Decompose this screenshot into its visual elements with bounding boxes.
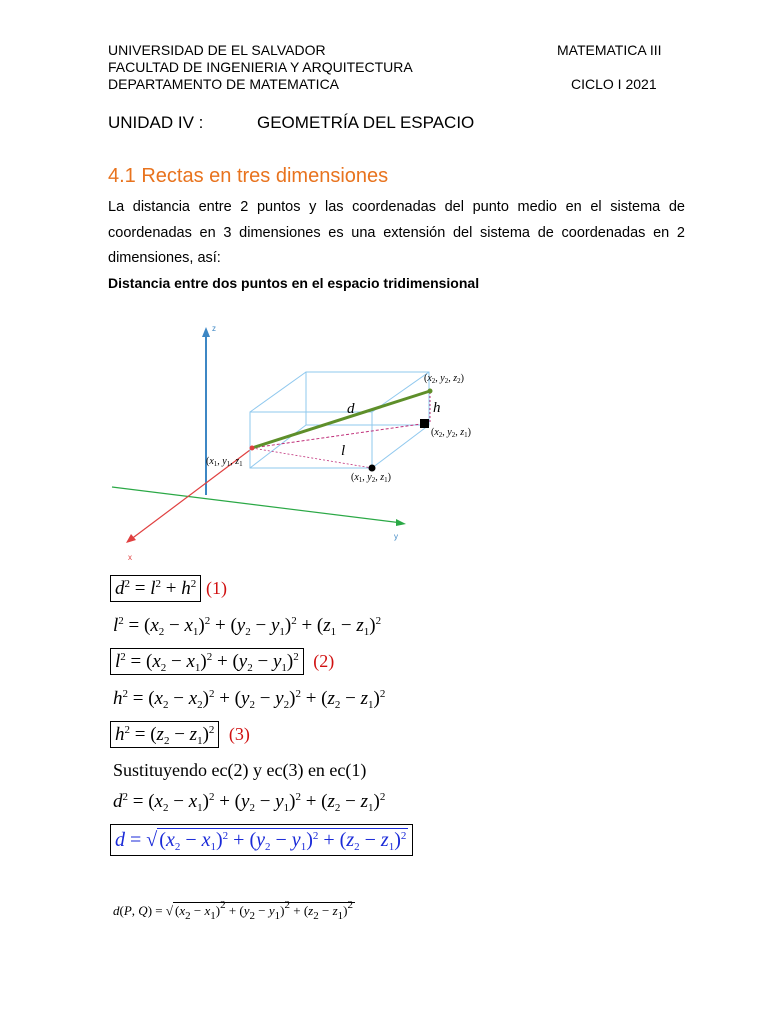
intro-paragraph: La distancia entre 2 puntos y las coordenadas del punto medio en el sistema de coordenadas en 3 dimensiones es una extensión del sistema de coordenadas en 2 dimensiones, así: [108,199,685,266]
point-p1 [250,446,255,451]
x-axis-arrow [126,534,136,543]
right-angle-marker [420,419,429,428]
section-subheading: Distancia entre dos puntos en el espacio tridimensional [108,275,480,291]
department-name: DEPARTAMENTO DE MATEMATICA [108,76,340,92]
course-name: MATEMATICA III [557,42,662,58]
equation-1-number: (1) [205,578,227,598]
equation-l-squared-full: $l^2 = (x_2 - x_1)^2 + (y_2 - y_1)^2 + (z_1 - z_1)^2$ [113,615,382,638]
equation-d-squared: $d^2 = (x_2 - x_1)^2 + (y_2 - y_1)^2 + (z_2 - z_1)^2$ [113,791,386,814]
z-axis-label: z [212,324,216,333]
label-x1y1z1: ($x_1$, $y_1$, $z_1$ [206,456,243,468]
equation-distance-pq: d(P, Q) = √ $(x_2 - x_1)^2 + (y_2 - y_1)^2 + (z_2 - z_1)^2$ [113,899,353,922]
label-x2y2z2: ($x_2$, $y_2$, $z_2$) [424,373,464,385]
university-name: UNIVERSIDAD DE EL SALVADOR [108,42,326,58]
equation-2-number: (2) [313,651,335,671]
label-x1y2z1: ($x_1$, $y_2$, $z_1$) [351,472,391,484]
faculty-name: FACULTAD DE INGENIERIA Y ARQUITECTURA [108,59,413,75]
y-axis-arrow [396,519,406,526]
point-x1y2z1 [369,465,376,472]
equation-2: $l^2 = (x_2 - x_1)^2 + (y_2 - y_1)^2$ (2) [110,650,334,673]
l-projection-line [252,448,372,468]
section-title: 4.1 Rectas en tres dimensiones [108,165,389,187]
point-p2 [428,389,433,394]
y-axis [112,487,402,523]
equation-distance-final: d = √ $(x_2 - x_1)^2 + (y_2 - y_1)^2 + (z_2 - z_1)^2$ [110,824,413,856]
equation-3: $h^2 = (z_2 - z_1)^2$ (3) [110,723,250,746]
unit-title: GEOMETRÍA DEL ESPACIO [257,113,475,132]
h-label: h [433,400,441,416]
unit-label: UNIDAD IV : [108,113,204,132]
cycle-label: CICLO I 2021 [571,76,657,92]
d-line [252,391,430,448]
l-line [252,423,428,448]
equation-h-squared-full: $h^2 = (x_2 - x_2)^2 + (y_2 - y_2)^2 + (z_2 - z_1)^2$ [113,688,386,711]
substitution-text: Sustituyendo ec(2) y ec(3) en ec(1) [113,760,367,780]
equation-1: $d^2 = l^2 + h^2$ (1) [110,577,227,600]
distance-3d-diagram [100,315,471,565]
z-axis-arrow [202,327,210,337]
y-axis-label: y [394,532,398,541]
l-label: l [341,443,346,459]
equation-3-number: (3) [228,724,250,744]
d-label: d [347,401,355,417]
x-axis-label: x [128,553,132,562]
label-x2y2z1: ($x_2$, $y_2$, $z_1$) [431,427,471,439]
